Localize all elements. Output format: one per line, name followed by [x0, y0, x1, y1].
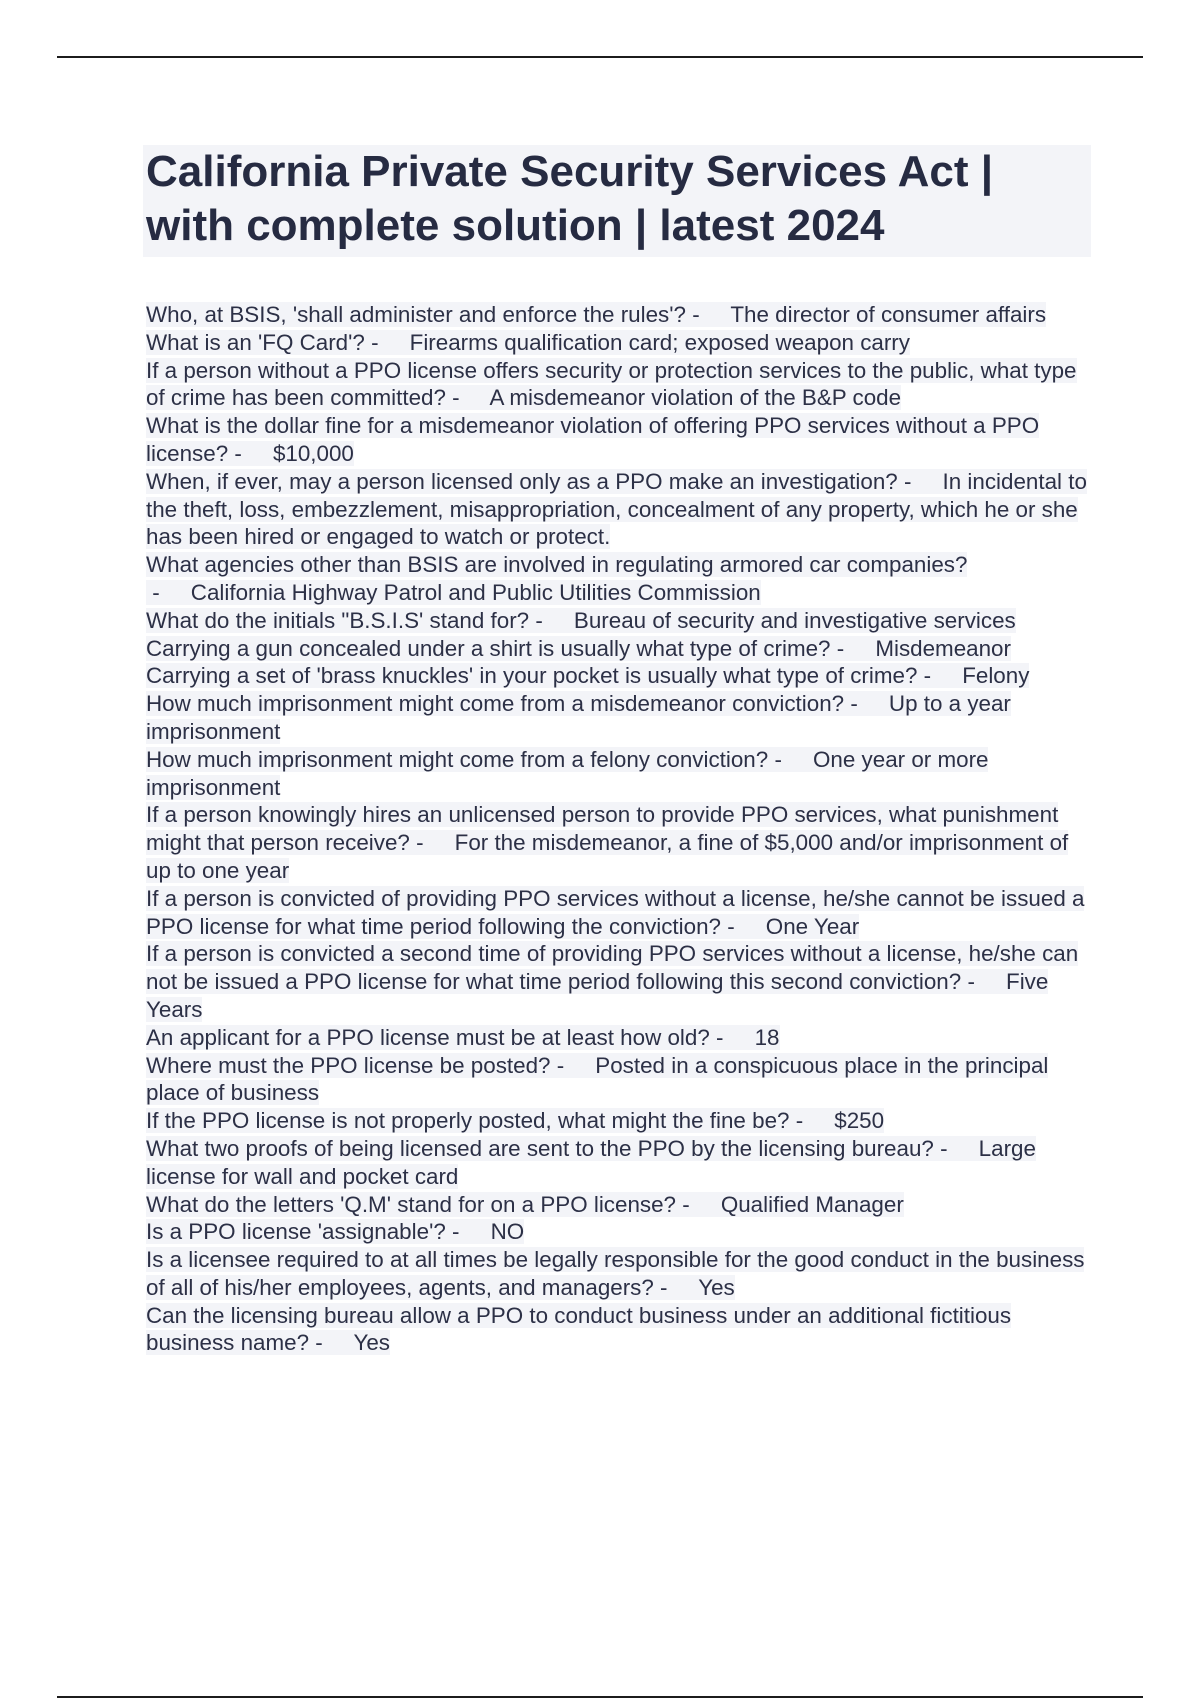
answer-text: The director of consumer affairs	[730, 302, 1047, 327]
qa-text	[146, 413, 1039, 466]
answer-text: In incidental to the theft, loss, embezzlement, misappropriation, concealment of any property, which he or she has been hired or engaged to watch or protect.	[146, 468, 1087, 550]
qa-item	[146, 468, 1096, 551]
qa-separator: -	[897, 468, 943, 494]
answer-text: Bureau of security and investigative services	[573, 607, 1016, 633]
question-text: If a person is convicted a second time of providing PPO services without a license, he/she can not be issued a PPO license for what time period following this second conviction?	[146, 941, 1079, 995]
qa-text	[146, 469, 1087, 550]
answer-text: Felony	[962, 663, 1030, 689]
answer-text: Up to a year imprisonment	[146, 691, 1011, 744]
qa-separator: -	[917, 663, 963, 689]
qa-list	[146, 301, 1096, 1357]
qa-item	[146, 885, 1096, 941]
qa-text	[146, 663, 1029, 688]
question-text: What do the initials "B.S.I.S' stand for?	[146, 607, 530, 633]
qa-separator: -	[933, 1135, 979, 1161]
qa-text	[146, 1303, 1011, 1356]
question-text: What is the dollar fine for a misdemeanor violation of offering PPO services without a PPO license?	[146, 413, 1040, 466]
qa-separator: -	[709, 1024, 755, 1050]
qa-item	[146, 1302, 1096, 1358]
qa-item	[146, 551, 1096, 607]
qa-separator: -	[228, 440, 273, 466]
qa-text	[146, 608, 1016, 633]
qa-item	[146, 1052, 1096, 1108]
qa-separator: -	[445, 1219, 491, 1245]
answer-text: One Year	[765, 913, 860, 939]
qa-separator: -	[445, 385, 490, 411]
qa-text	[146, 330, 910, 355]
answer-text: Posted in a conspicuous place in the principal place of business	[146, 1052, 1049, 1106]
answer-text: For the misdemeanor, a fine of $5,000 and/or imprisonment of up to one year	[146, 830, 1069, 883]
qa-item	[146, 301, 1096, 329]
qa-text	[146, 941, 1078, 1022]
qa-text	[146, 302, 1046, 327]
qa-item	[146, 690, 1096, 746]
qa-separator: -	[409, 830, 455, 856]
answer-text: Qualified Manager	[720, 1191, 904, 1217]
qa-item	[146, 1246, 1096, 1302]
qa-item	[146, 1024, 1096, 1052]
answer-text: $10,000	[272, 440, 354, 466]
question-text: What agencies other than BSIS are involved in regulating armored car companies?	[146, 552, 968, 578]
question-text: When, if ever, may a person licensed only as a PPO make an investigation?	[146, 468, 898, 494]
qa-separator: -	[768, 746, 814, 772]
qa-text	[146, 747, 988, 800]
answer-text: Large license for wall and pocket card	[146, 1135, 1036, 1189]
question-text: What do the letters 'Q.M' stand for on a PPO license?	[146, 1191, 677, 1217]
qa-text	[146, 1025, 780, 1050]
qa-separator: -	[364, 329, 410, 355]
qa-item	[146, 1191, 1096, 1219]
bottom-rule	[57, 1696, 1143, 1698]
qa-separator: -	[309, 1330, 354, 1356]
qa-text	[146, 1108, 884, 1133]
qa-text	[146, 358, 1077, 411]
answer-text: California Highway Patrol and Public Utilities Commission	[190, 579, 761, 605]
qa-separator: -	[529, 607, 574, 633]
question-text: How much imprisonment might come from a felony conviction?	[146, 746, 769, 772]
answer-text: Firearms qualification card; exposed weapon carry	[409, 329, 910, 355]
qa-separator: -	[830, 635, 876, 661]
qa-item	[146, 801, 1096, 884]
title-block	[143, 145, 1091, 257]
qa-separator: -	[685, 302, 731, 327]
qa-item	[146, 662, 1096, 690]
qa-text	[146, 552, 967, 605]
qa-item	[146, 357, 1096, 413]
answer-text: $250	[834, 1108, 885, 1134]
answer-text: 18	[754, 1024, 780, 1050]
answer-text: One year or more imprisonment	[146, 746, 989, 800]
qa-item	[146, 940, 1096, 1023]
qa-separator: -	[789, 1108, 835, 1134]
answer-text: Yes	[698, 1274, 735, 1300]
answer-text: Five Years	[146, 969, 1049, 1022]
qa-text	[146, 1136, 1036, 1189]
qa-text	[146, 802, 1068, 883]
qa-text	[146, 1247, 1084, 1300]
question-text: Is a PPO license 'assignable'?	[146, 1219, 446, 1245]
qa-item	[146, 607, 1096, 635]
answer-text: Yes	[353, 1330, 390, 1356]
question-text: How much imprisonment might come from a misdemeanor conviction?	[146, 691, 845, 717]
qa-separator: -	[721, 913, 766, 939]
qa-text	[146, 636, 1011, 661]
answer-text: Misdemeanor	[875, 635, 1011, 661]
question-text: If a person is convicted of providing PPO services without a license, he/she cannot be issued a PPO license for what time period following the conviction?	[146, 885, 1085, 939]
qa-text	[146, 1192, 904, 1217]
question-text: Who, at BSIS, 'shall administer and enforce the rules'?	[146, 302, 686, 327]
question-text: Can the licensing bureau allow a PPO to conduct business under an additional fictitious business name?	[146, 1302, 1012, 1356]
qa-separator: -	[844, 691, 889, 717]
qa-item	[146, 635, 1096, 663]
qa-separator: -	[961, 969, 1007, 995]
qa-item	[146, 329, 1096, 357]
qa-separator: -	[146, 579, 191, 605]
qa-separator: -	[550, 1052, 596, 1078]
answer-text: NO	[490, 1219, 525, 1245]
qa-item	[146, 1135, 1096, 1191]
qa-item	[146, 1218, 1096, 1246]
question-text: What two proofs of being licensed are sent to the PPO by the licensing bureau?	[146, 1135, 934, 1161]
qa-separator: -	[653, 1274, 699, 1300]
qa-item	[146, 746, 1096, 802]
document-title: California Private Security Services Act | with complete solution | latest 2024	[146, 147, 994, 250]
question-text: Carrying a set of 'brass knuckles' in your pocket is usually what type of crime?	[146, 663, 918, 689]
question-text: Is a licensee required to at all times be legally responsible for the good conduct in the business of all of his/her employees, agents, and managers?	[146, 1247, 1085, 1300]
qa-separator: -	[676, 1191, 721, 1217]
top-rule	[57, 56, 1143, 58]
question-text: What is an 'FQ Card'?	[146, 329, 365, 355]
answer-text: A misdemeanor violation of the B&P code	[489, 385, 902, 411]
question-text: If a person knowingly hires an unlicensed person to provide PPO services, what punishment might that person receive?	[146, 802, 1059, 856]
qa-text	[146, 886, 1084, 939]
qa-item	[146, 1107, 1096, 1135]
question-text: If a person without a PPO license offers security or protection services to the public, what type of crime has been committed?	[146, 357, 1077, 411]
question-text: Where must the PPO license be posted?	[146, 1052, 551, 1078]
question-text: If the PPO license is not properly posted, what might the fine be?	[146, 1108, 790, 1134]
qa-text	[146, 1219, 524, 1244]
question-text: An applicant for a PPO license must be at least how old?	[146, 1024, 710, 1050]
qa-text	[146, 691, 1011, 744]
qa-item	[146, 412, 1096, 468]
qa-text	[146, 1053, 1048, 1106]
question-text: Carrying a gun concealed under a shirt is usually what type of crime?	[146, 635, 831, 661]
